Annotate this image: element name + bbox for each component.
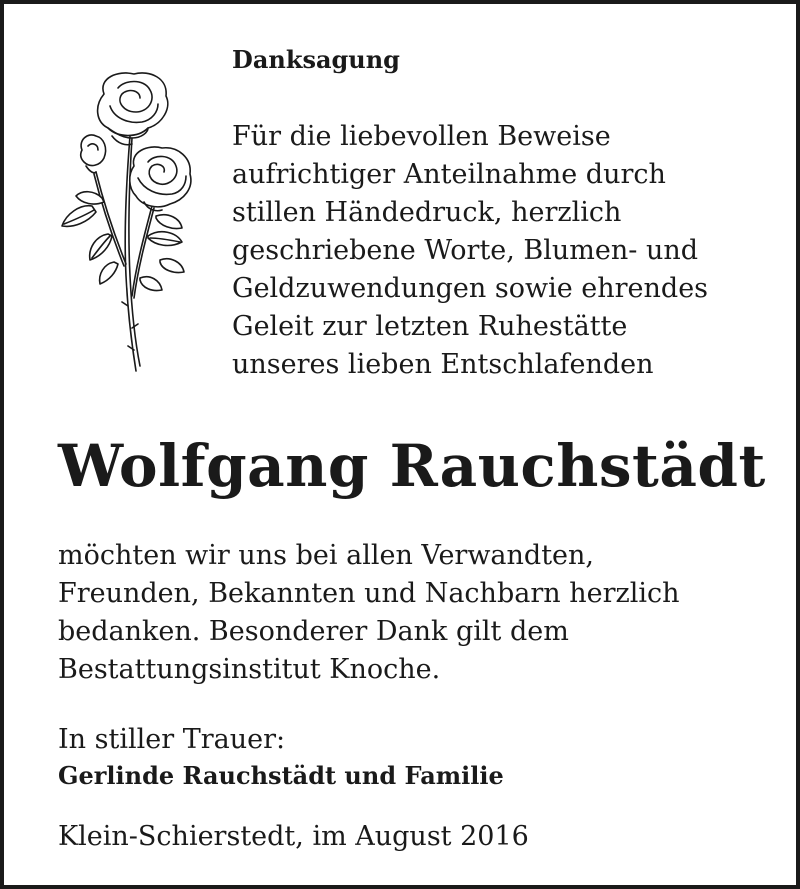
family-signature: Gerlinde Rauchstädt und Familie [58, 761, 504, 790]
thanks-text [58, 537, 680, 689]
intro-line: aufrichtiger Anteilnahme durch [232, 159, 666, 190]
intro-line: geschriebene Worte, Blumen- und [232, 235, 699, 266]
intro-line: stillen Händedruck, herzlich [232, 197, 622, 228]
intro-line: Geldzuwendungen sowie ehrendes [232, 273, 709, 304]
thanks-line: Bestattungsinstitut Knoche. [58, 654, 441, 685]
place-date: Klein-Schierstedt, im August 2016 [58, 821, 529, 852]
intro-text [232, 118, 708, 384]
intro-line: unseres lieben Entschlafenden [232, 349, 654, 380]
mourning-label: In stiller Trauer: [58, 724, 286, 755]
rose-illustration [52, 66, 202, 378]
deceased-name: Wolfgang Rauchstädt [58, 432, 766, 500]
intro-line: Geleit zur letzten Ruhestätte [232, 311, 628, 342]
thanks-line: Freunden, Bekannten und Nachbarn herzlich [58, 578, 680, 609]
thanks-line: möchten wir uns bei allen Verwandten, [58, 540, 595, 571]
intro-line: Für die liebevollen Beweise [232, 121, 611, 152]
notice-heading: Danksagung [232, 45, 400, 74]
thanks-line: bedanken. Besonderer Dank gilt dem [58, 616, 569, 647]
